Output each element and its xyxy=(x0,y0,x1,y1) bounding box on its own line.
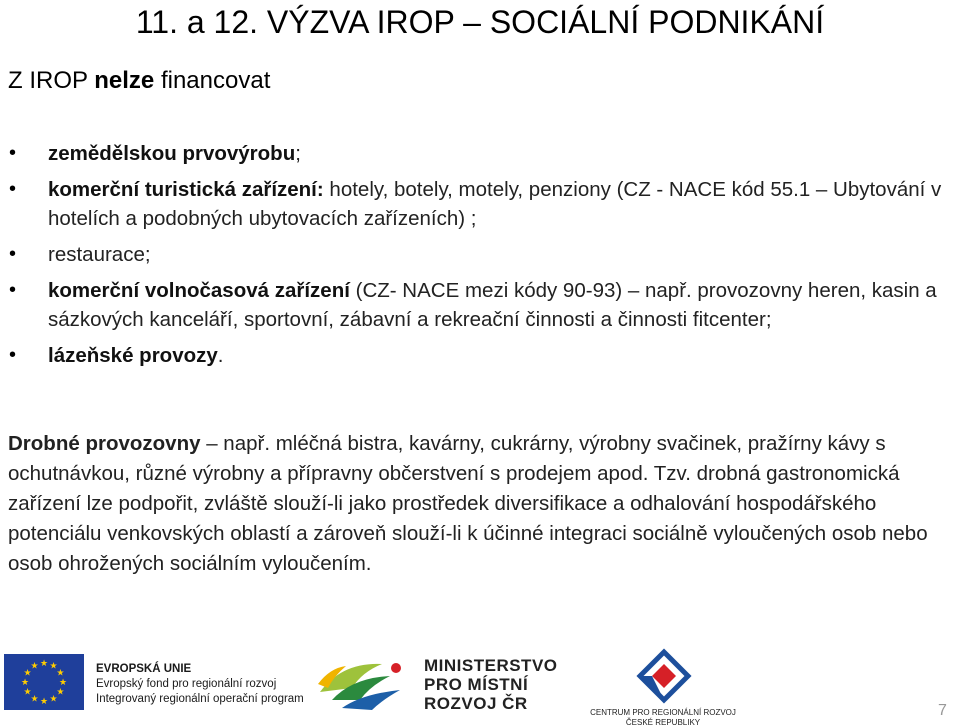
bullet-bold-text: lázeňské provozy xyxy=(48,344,218,367)
paragraph-small-establishments xyxy=(8,429,953,579)
intro-prefix: Z IROP xyxy=(8,67,95,94)
mmr-logo-icon xyxy=(312,654,408,714)
slide-title: 11. a 12. VÝZVA IROP – SOCIÁLNÍ PODNIKÁNÍ xyxy=(135,4,825,40)
eu-flag-icon xyxy=(4,654,84,710)
list-item xyxy=(0,139,960,168)
eu-star-icon: ★ xyxy=(23,686,32,697)
eu-line1: EVROPSKÁ UNIE xyxy=(96,663,192,675)
crr-line1: CENTRUM PRO REGIONÁLNÍ ROZVOJ xyxy=(590,708,736,717)
list-item xyxy=(0,341,960,370)
paragraph-bold-lead: Drobné provozovny xyxy=(8,432,201,455)
bullet-text: . xyxy=(217,344,224,367)
list-item xyxy=(0,175,960,233)
eu-star-icon: ★ xyxy=(39,658,49,668)
eu-star-icon: ★ xyxy=(39,696,49,706)
list-item xyxy=(0,240,960,269)
mmr-line1: MINISTERSTVO xyxy=(424,656,558,675)
crr-line2: ČESKÉ REPUBLIKY xyxy=(625,718,701,727)
bullet-icon: • xyxy=(9,279,17,301)
intro-bold: nelze xyxy=(94,67,155,94)
eu-star-icon: ★ xyxy=(20,677,30,687)
page-number: 7 xyxy=(938,702,947,719)
bullet-text: ; xyxy=(144,243,151,266)
eu-star-icon: ★ xyxy=(23,667,32,678)
intro-suffix: financovat xyxy=(154,67,271,94)
intro-line xyxy=(8,66,270,96)
bullet-bold-text: komerční volnočasová zařízení xyxy=(48,279,350,302)
eu-star-icon: ★ xyxy=(30,693,39,704)
bullet-icon: • xyxy=(9,178,17,200)
bullet-bold-text: komerční turistická zařízení: xyxy=(48,178,324,201)
bullet-text: (CZ- NACE mezi kódy 90-93) – např. provozovny heren, kasin a sázkových kanceláří, sportovní, zábavní a rekreační činnosti a činnosti fitcenter; xyxy=(48,279,937,331)
eu-star-icon: ★ xyxy=(49,660,58,671)
crr-text-block xyxy=(573,708,753,728)
eu-star-icon: ★ xyxy=(58,677,68,687)
exclusion-list xyxy=(0,139,960,377)
paragraph-text: – např. mléčná bistra, kavárny, cukrárny, výrobny svačinek, pražírny kávy s ochutnávkou, různé výrobny a přípravny občerstvení s prodejem apod. Tzv. drobná gastronomická zařízení lze podpořit, zvláště slouží-li jako prostředek diversifikace a odhalování hospodářského potenciálu venkovských oblastí a zároveň slouží-li k účinné integraci sociálně vyloučených osob nebo osob ohrožených sociálním vyloučením. xyxy=(8,432,928,575)
bullet-text: restaurace xyxy=(48,243,145,266)
mmr-line3: ROZVOJ ČR xyxy=(424,694,528,713)
list-item xyxy=(0,276,960,334)
crr-logo-icon xyxy=(604,648,724,706)
mmr-text-block xyxy=(424,656,558,713)
bullet-text: hotely, botely, motely, penziony (CZ - NACE kód 55.1 – Ubytování v hotelích a podobných ubytovacích zařízeních) ; xyxy=(48,178,942,230)
eu-star-icon: ★ xyxy=(56,686,65,697)
eu-line3: Integrovaný regionální operační program xyxy=(96,693,304,705)
eu-star-icon: ★ xyxy=(49,693,58,704)
footer-logos xyxy=(0,646,960,726)
bullet-icon: • xyxy=(9,142,17,164)
eu-star-icon: ★ xyxy=(30,660,39,671)
eu-stars xyxy=(4,654,84,710)
eu-line2: Evropský fond pro regionální rozvoj xyxy=(96,678,277,690)
eu-star-icon: ★ xyxy=(56,667,65,678)
eu-text-block xyxy=(96,662,304,707)
bullet-icon: • xyxy=(9,243,17,265)
mmr-line2: PRO MÍSTNÍ xyxy=(424,675,529,694)
bullet-text: ; xyxy=(295,142,301,165)
bullet-bold-text: zemědělskou prvovýrobu xyxy=(48,142,296,165)
bullet-icon: • xyxy=(9,344,17,366)
